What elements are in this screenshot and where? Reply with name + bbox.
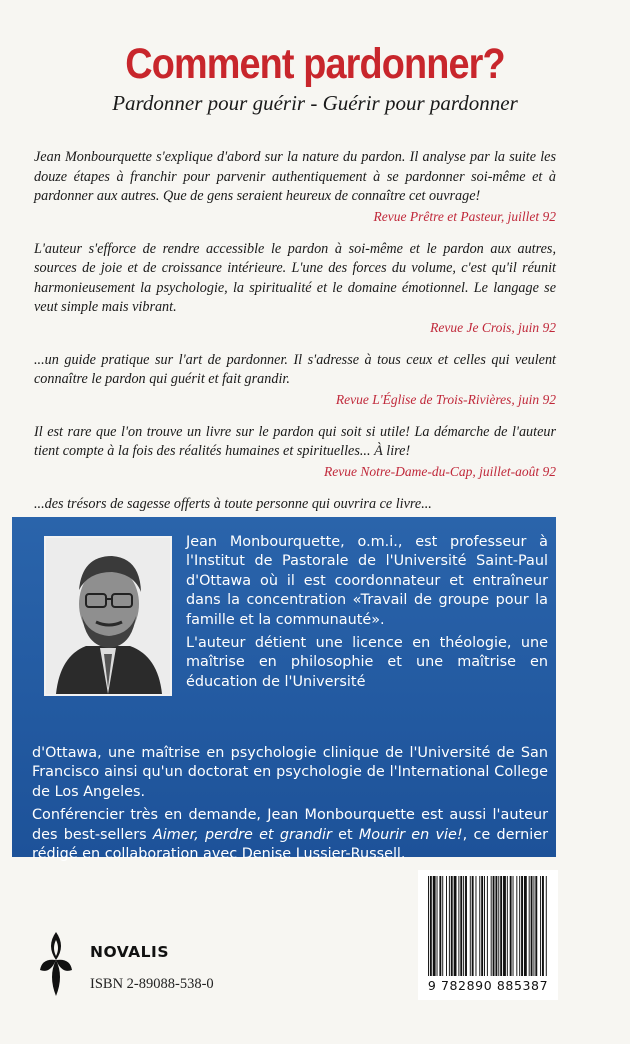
barcode-bar bbox=[458, 876, 459, 976]
barcode-bar bbox=[519, 876, 520, 976]
review-source: Revue Je Crois, juin 92 bbox=[430, 319, 556, 335]
review bbox=[34, 148, 556, 226]
review bbox=[34, 423, 556, 481]
barcode-bar bbox=[437, 876, 438, 976]
barcode-bar bbox=[470, 876, 471, 976]
reviews-section bbox=[34, 148, 556, 547]
barcode-bar bbox=[529, 876, 530, 976]
barcode-bar bbox=[498, 876, 499, 976]
barcode-bar bbox=[495, 876, 497, 976]
bio-intro bbox=[186, 533, 548, 692]
bio-paragraph-3: Conférencier très en demande, Jean Monbourquette est aussi l'auteur des best-sellers Aimer, perdre et grandir et Mourir en vie!, ce dernier rédigé en collaboration avec Denise Lussier-Russell. bbox=[32, 807, 549, 863]
barcode-bar bbox=[546, 876, 547, 976]
barcode-bar bbox=[430, 876, 432, 976]
barcode-bar bbox=[503, 876, 506, 976]
barcode-bars bbox=[428, 876, 548, 976]
review bbox=[34, 351, 556, 409]
barcode-bar bbox=[433, 876, 436, 976]
author-photo bbox=[44, 536, 172, 696]
barcode-bar bbox=[531, 876, 533, 976]
barcode-number: 9 782890 885387 bbox=[427, 978, 549, 993]
book-subtitle: Pardonner pour guérir - Guérir pour pardonner bbox=[112, 91, 518, 115]
review-quote: Il est rare que l'on trouve un livre sur le pardon qui soit si utile! La démarche de l'auteur tient compte à la fois des réalités humaines et spirituelles... À lire! bbox=[34, 423, 556, 459]
isbn: ISBN 2-89088-538-0 bbox=[90, 976, 214, 992]
barcode-bar bbox=[535, 876, 537, 976]
barcode-bar bbox=[484, 876, 485, 976]
novalis-logo-icon bbox=[38, 930, 74, 998]
barcode-bar bbox=[493, 876, 495, 976]
book-title-mourir: Mourir en vie! bbox=[358, 826, 463, 843]
barcode-bar bbox=[449, 876, 450, 976]
barcode-bar bbox=[472, 876, 474, 976]
barcode-bar bbox=[481, 876, 483, 976]
barcode-bar bbox=[460, 876, 462, 976]
bio-paragraph-1: Jean Monbourquette, o.m.i., est professeur à l'Institut de Pastorale de l'Université Saint-Paul d'Ottawa où il est coordonnateur et entraîneur dans la concentration «Travail de groupe pour la famille et la communauté». bbox=[186, 534, 548, 628]
bio-paragraph-2-start: L'auteur détient une licence en théologie, une maîtrise en philosophie et une maîtrise en éducation de l'Université bbox=[186, 635, 548, 690]
publisher-name: NOVALIS bbox=[90, 943, 169, 961]
barcode-bar bbox=[521, 876, 523, 976]
barcode-bar bbox=[533, 876, 534, 976]
review bbox=[34, 240, 556, 337]
barcode-bar bbox=[516, 876, 517, 976]
review-quote: ...des trésors de sagesse offerts à toute personne qui ouvrira ce livre... bbox=[34, 495, 432, 512]
author-bio-panel bbox=[12, 517, 556, 863]
book-title: Comment pardonner? bbox=[125, 40, 505, 88]
review-source: Revue Prêtre et Pasteur, juillet 92 bbox=[373, 208, 556, 224]
review-source: Revue Notre-Dame-du-Cap, juillet-août 92 bbox=[324, 463, 556, 479]
barcode-bar bbox=[428, 876, 429, 976]
barcode-bar bbox=[439, 876, 441, 976]
author-portrait-image bbox=[46, 538, 170, 694]
barcode-bar bbox=[479, 876, 480, 976]
barcode-bar bbox=[500, 876, 502, 976]
barcode-bar bbox=[491, 876, 492, 976]
barcode-bar bbox=[476, 876, 477, 976]
bio-continued bbox=[32, 744, 548, 864]
barcode-bar bbox=[513, 876, 514, 976]
barcode-bar bbox=[463, 876, 464, 976]
barcode-bar bbox=[507, 876, 508, 976]
barcode-bar bbox=[510, 876, 512, 976]
barcode-bar bbox=[451, 876, 453, 976]
barcode-bar bbox=[487, 876, 488, 976]
barcode-bar bbox=[442, 876, 443, 976]
review-source: Revue L'Église de Trois-Rivières, juin 92 bbox=[335, 391, 556, 407]
barcode-bar bbox=[540, 876, 541, 976]
barcode bbox=[418, 870, 558, 1000]
barcode-bar bbox=[465, 876, 467, 976]
barcode-bar bbox=[542, 876, 544, 976]
barcode-bar bbox=[454, 876, 457, 976]
barcode-bar bbox=[446, 876, 447, 976]
review-quote: Jean Monbourquette s'explique d'abord sur la nature du pardon. Il analyse par la suite les douze étapes à franchir pour parvenir authentiquement à se pardonner soi-même et à pardonner aux autres. Que de gens seraient heureux de connaître cet ouvrage! bbox=[34, 149, 556, 204]
barcode-bar bbox=[524, 876, 527, 976]
bio-paragraph-2-rest: d'Ottawa, une maîtrise en psychologie clinique de l'Université de San Francisco ainsi qu'un doctorat en psychologie de l'International College de Los Angeles. bbox=[32, 745, 548, 800]
review-quote: ...un guide pratique sur l'art de pardonner. Il s'adresse à tous ceux et celles qui veulent connaître le pardon qui guérit et fait grandir. bbox=[34, 351, 556, 387]
review-quote: L'auteur s'efforce de rendre accessible le pardon à soi-même et le pardon aux autres, sources de joie et de croissance intérieure. L'une des forces du volume, c'est qu'il réunit harmonieusement la psychologie, la spiritualité et le domaine émotionnel. Le langage se veut simple mais vibrant. bbox=[34, 240, 556, 315]
book-title-aimer: Aimer, perdre et grandir bbox=[152, 826, 332, 843]
